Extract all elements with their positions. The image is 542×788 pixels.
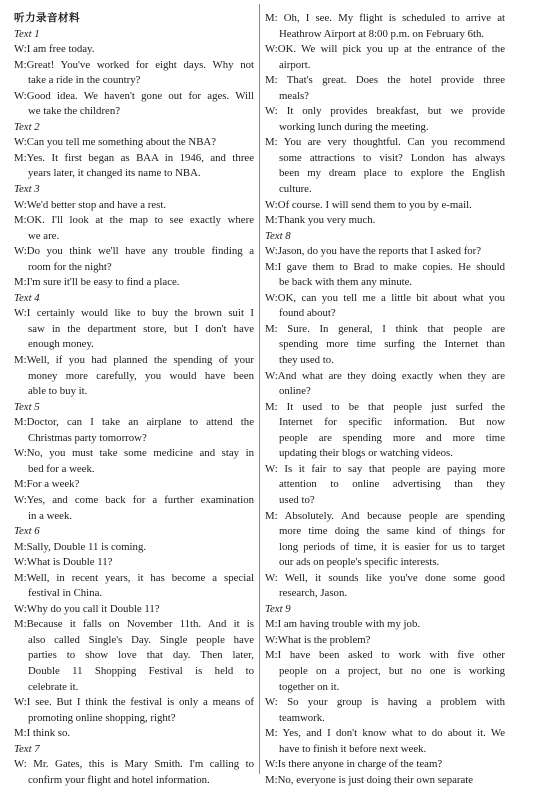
- dialogue-line: M:No, everyone is just doing their own separate: [265, 773, 474, 786]
- dialogue-turn: [14, 493, 254, 524]
- dialogue-line: M: Sure. In general, I think that people are: [265, 322, 505, 335]
- dialogue-line: online?: [279, 385, 311, 398]
- dialogue-line: Christmas party tomorrow?: [28, 431, 147, 444]
- dialogue-line: enough money.: [28, 338, 94, 351]
- dialogue-line: W: It only provides breakfast, but we provide: [265, 105, 505, 118]
- dialogue-line: saw in the department store, but I don't have: [28, 322, 254, 335]
- dialogue-line: W:Jason, do you have the reports that I asked for?: [265, 245, 482, 258]
- dialogue-line: M:Great! You've worked for eight days. Why not: [14, 58, 254, 71]
- dialogue-line: W:Good idea. We haven't gone out for ages. Will: [14, 89, 254, 102]
- dialogue-line: M:OK. I'll look at the map to see exactly where: [14, 214, 254, 227]
- dialogue-line: M:Doctor, can I take an airplane to attend the: [14, 416, 254, 429]
- dialogue-turn: [265, 135, 505, 197]
- text-section-label: Text 2: [14, 120, 40, 133]
- text-section-label: Text 5: [14, 400, 40, 413]
- dialogue-line: more time doing the same kind of things for: [279, 525, 505, 538]
- dialogue-turn: [14, 244, 254, 275]
- dialogue-turn: [265, 695, 505, 726]
- dialogue-turn: [14, 306, 254, 353]
- dialogue-line: in a week.: [28, 509, 73, 522]
- dialogue-line: M: That's great. Does the hotel provide three: [265, 74, 505, 87]
- dialogue-line: meals?: [279, 89, 309, 102]
- dialogue-line: Double 11 Shopping Festival is held to: [28, 664, 254, 677]
- dialogue-turn: [265, 462, 505, 509]
- dialogue-line: Heathrow Airport at 8:00 p.m. on February 6th.: [279, 27, 485, 40]
- dialogue-turn: [265, 571, 505, 602]
- dialogue-line: together on it.: [279, 680, 340, 693]
- dialogue-turn: [265, 509, 505, 571]
- dialogue-turn: [14, 353, 254, 400]
- dialogue-line: M: Yes, and I don't know what to do about it. We: [265, 727, 505, 740]
- text-section-label: Text 4: [14, 291, 40, 304]
- dialogue-line: W:What is the problem?: [265, 633, 371, 646]
- text-section-label: Text 6: [14, 525, 40, 538]
- dialogue-turn: [14, 695, 254, 726]
- text-section-label: Text 1: [14, 27, 40, 40]
- dialogue-line: W:OK. We will pick you up at the entrance of the: [265, 43, 505, 56]
- dialogue-line: festival in China.: [28, 587, 103, 600]
- dialogue-line: they used to.: [279, 354, 334, 367]
- dialogue-turn: [14, 571, 254, 602]
- dialogue-line: long periods of time, it is easier for us to target: [279, 540, 505, 553]
- dialogue-line: take a ride in the country?: [28, 74, 141, 87]
- dialogue-turn: [14, 415, 254, 446]
- dialogue-line: years later, it changed its name to NBA.: [28, 167, 201, 180]
- dialogue-line: spending more time surfing the Internet than: [279, 338, 505, 351]
- dialogue-line: W:Do you think we'll have any trouble finding a: [14, 245, 254, 258]
- dialogue-line: W:Why do you call it Double 11?: [14, 602, 160, 615]
- dialogue-line: research, Jason.: [279, 587, 348, 600]
- dialogue-turn: [14, 757, 254, 788]
- dialogue-line: room for the night?: [28, 260, 112, 273]
- dialogue-turn: [14, 151, 254, 182]
- dialogue-line: W:I certainly would like to buy the brown suit I: [14, 307, 254, 320]
- dialogue-line: confirm your flight and hotel information.: [28, 773, 210, 786]
- dialogue-line: M:I am having trouble with my job.: [265, 618, 421, 631]
- dialogue-line: W: Is it fair to say that people are paying more: [265, 462, 505, 475]
- dialogue-line: M: Absolutely. And because people are spending: [265, 509, 505, 522]
- dialogue-line: M:I'm sure it'll be easy to find a place.: [14, 276, 180, 289]
- dialogue-turn: [14, 446, 254, 477]
- dialogue-line: culture.: [279, 183, 312, 196]
- left-column: [14, 11, 254, 788]
- dialogue-line: W:We'd better stop and have a rest.: [14, 198, 167, 211]
- dialogue-line: attention to online advertising than they: [279, 478, 505, 491]
- dialogue-line: be back with them any minute.: [279, 276, 413, 289]
- dialogue-line: W:And what are they doing exactly when they are: [265, 369, 505, 382]
- text-section-label: Text 8: [265, 229, 291, 242]
- dialogue-line: W:I see. But I think the festival is only a means of: [14, 696, 254, 709]
- dialogue-turn: [14, 213, 254, 244]
- dialogue-line: some attractions to visit? London has always: [279, 151, 505, 164]
- dialogue-line: promoting online shopping, right?: [28, 711, 176, 724]
- dialogue-turn: [14, 58, 254, 89]
- dialogue-line: W: Well, it sounds like you've done some good: [265, 571, 505, 584]
- dialogue-line: M: Oh, I see. My flight is scheduled to arrive at: [265, 12, 505, 24]
- dialogue-line: we take the children?: [28, 105, 121, 118]
- column-divider: [259, 4, 260, 774]
- dialogue-turn: [265, 648, 505, 695]
- text-section-label: Text 9: [265, 602, 291, 615]
- dialogue-line: M:Well, if you had planned the spending of your: [14, 354, 254, 367]
- dialogue-turn: [265, 73, 505, 104]
- dialogue-line: airport.: [279, 58, 311, 71]
- dialogue-line: W:No, you must take some medicine and stay in: [14, 447, 254, 460]
- dialogue-line: able to buy it.: [28, 385, 88, 398]
- dialogue-line: M:Well, in recent years, it has become a special: [14, 571, 254, 584]
- dialogue-line: W:OK, can you tell me a little bit about what you: [265, 291, 505, 304]
- dialogue-line: W:I am free today.: [14, 43, 95, 56]
- dialogue-turn: [265, 42, 505, 73]
- dialogue-line: parties to show love that day. Then later,: [28, 649, 254, 662]
- text-section-label: Text 7: [14, 742, 40, 755]
- right-column: [265, 11, 505, 788]
- dialogue-line: have to finish it before next week.: [279, 742, 427, 755]
- dialogue-turn: [265, 322, 505, 369]
- dialogue-line: W:Of course. I will send them to you by e-mail.: [265, 198, 472, 211]
- dialogue-line: M:I gave them to Brad to make copies. He should: [265, 260, 505, 273]
- dialogue-turn: [14, 617, 254, 695]
- dialogue-line: M: It used to be that people just surfed the: [265, 400, 505, 413]
- dialogue-turn: [14, 89, 254, 120]
- dialogue-line: M:Yes. It first began as BAA in 1946, and three: [14, 151, 254, 164]
- dialogue-line: M:I have been asked to work with five other: [265, 649, 505, 662]
- dialogue-turn: [265, 726, 505, 757]
- dialogue-line: W:Yes, and come back for a further examination: [14, 493, 254, 506]
- dialogue-line: our ads on people's specific interests.: [279, 556, 440, 569]
- dialogue-line: M:Because it falls on November 11th. And it is: [14, 618, 254, 631]
- dialogue-line: used to?: [279, 493, 315, 506]
- dialogue-line: people are spending more and more time: [279, 431, 505, 444]
- dialogue-line: Internet for specific information. But now: [279, 416, 505, 429]
- dialogue-line: working lunch during the meeting.: [279, 120, 429, 133]
- dialogue-line: teamwork.: [279, 711, 325, 724]
- dialogue-turn: [265, 369, 505, 400]
- page-heading: 听力录音材料: [14, 12, 80, 24]
- dialogue-line: M:I think so.: [14, 727, 71, 740]
- dialogue-turn: [265, 260, 505, 291]
- dialogue-turn: [265, 291, 505, 322]
- dialogue-turn: [265, 11, 505, 42]
- dialogue-line: people on a project, but no one is working: [279, 664, 505, 677]
- dialogue-line: M:For a week?: [14, 478, 80, 491]
- dialogue-line: M: You are very thoughtful. Can you recommend: [265, 136, 505, 149]
- dialogue-line: updating their blogs or watching videos.: [279, 447, 453, 460]
- dialogue-line: M:Sally, Double 11 is coming.: [14, 540, 147, 553]
- dialogue-line: celebrate it.: [28, 680, 79, 693]
- dialogue-line: W: Mr. Gates, this is Mary Smith. I'm calling to: [14, 758, 254, 771]
- dialogue-line: W: So your group is having a problem with: [265, 696, 505, 709]
- dialogue-line: W:Can you tell me something about the NBA?: [14, 136, 217, 149]
- dialogue-line: bed for a week.: [28, 462, 95, 475]
- dialogue-line: been my dream place to explore the English: [279, 167, 505, 180]
- dialogue-line: M:Thank you very much.: [265, 214, 376, 227]
- dialogue-line: we are.: [28, 229, 60, 242]
- dialogue-line: found about?: [279, 307, 336, 320]
- text-section-label: Text 3: [14, 183, 40, 196]
- dialogue-line: money more carefully, you would have been: [28, 369, 254, 382]
- dialogue-turn: [265, 400, 505, 462]
- dialogue-line: W:What is Double 11?: [14, 556, 113, 569]
- dialogue-line: also called Single's Day. Single people have: [28, 633, 254, 646]
- dialogue-turn: [265, 104, 505, 135]
- dialogue-line: W:Is there anyone in charge of the team?: [265, 758, 443, 771]
